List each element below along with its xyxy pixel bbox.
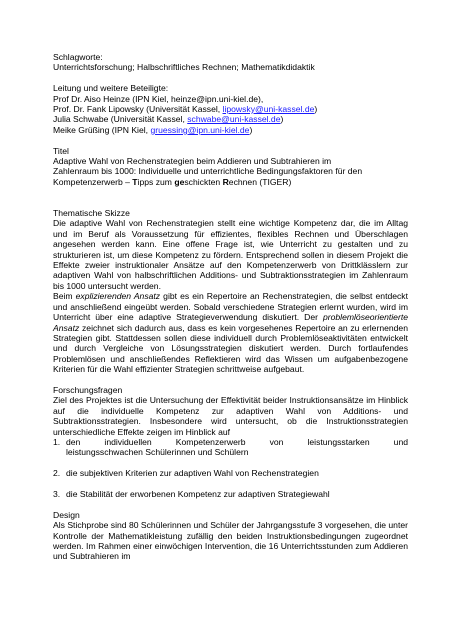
email-link-gruessing[interactable]: gruessing@ipn.uni-kiel.de	[150, 124, 250, 135]
design-text: Als Stichprobe sind 80 Schülerinnen und Schüler der Jahrgangsstufe 3 vorgesehen, die unter Kontrolle der Mathematikleistung zufällig den beiden Instruktionsbedingungen zugeordnet werden. Im Rahmen einer einwöchigen Intervention, die 16 Unterrichtsstunden zum Addieren und Subtrahieren im	[53, 520, 408, 562]
questions-heading: Forschungsfragen	[53, 384, 123, 395]
person-1: Prof Dr. Aiso Heinze (IPN Kiel, heinze@ipn.uni-kiel.de),	[53, 93, 264, 104]
person-4: Meike Grüßing (IPN Kiel, gruessing@ipn.uni-kiel.de)	[53, 124, 253, 135]
sketch-paragraph-1: Die adaptive Wahl von Rechenstrategien stellt eine wichtige Kompetenz dar, die im Alltag und im Beruf als Voraussetzung für effizientes, flexibles Rechnen und Überschlagen angesehen werden kann. Eine offene Frage ist, wie Unterricht zu gestalten und zu strukturieren ist, um diese Kompetenz zu fördern. Entsprechend sollen in diesem Projekt die Effekte zweier instruktionaler Ansätze auf den Kompetenzerwerb von Drittklässlern zur adaptiven Wahl von halbschriftlichen Additions- und Subtraktionsstrategien im Zahlenraum bis 1000 untersucht werden.	[53, 218, 408, 291]
title-line-1: Adaptive Wahl von Rechenstrategien beim Addieren und Subtrahieren im	[53, 156, 332, 167]
design-heading: Design	[53, 509, 80, 520]
title-line-3: Kompetenzerwerb – Tipps zum geschickten Rechnen (TIGER)	[53, 176, 292, 187]
email-link-lipowsky[interactable]: lipowsky@uni-kassel.de	[222, 104, 315, 115]
keywords-heading: Schlagworte:	[53, 52, 103, 62]
sketch-heading: Thematische Skizze	[53, 208, 130, 219]
sketch-paragraph-2: Beim explizierenden Ansatz gibt es ein Repertoire an Rechenstrategien, die selbst entdeckt und anschließend eingeübt werden. Sobald verschiedene Strategien erlernt wurden, wird im Unterricht über eine adaptive Strategieverwendung diskutiert. Der problemlöseorientierte Ansatz zeichnet sich dadurch aus, dass es kein vorgesehenes Repertoire an zu erlernenden Strategien gibt. Stattdessen sollen diese individuell durch Problemlöseaktivitäten entwickelt und durch Vergleiche von Lösungsstrategien diskutiert werden. Durch fortlaufendes Problemlösen und anschließendes Reflektieren wird das Wissen um aufgabenbezogene Kriterien für die Wahl effizienter Strategien schrittweise aufgebaut.	[53, 291, 408, 375]
question-item-2: 2. die subjektiven Kriterien zur adaptiven Wahl von Rechenstrategien	[53, 468, 319, 479]
question-item-1: 1. den individuellen Kompetenzerwerb von leistungsstarken und leistungsschwachen Schülerinnen und Schülern	[53, 436, 408, 458]
lead-heading: Leitung und weitere Beteiligte:	[53, 83, 169, 94]
title-heading: Titel	[53, 145, 69, 156]
document-page	[53, 52, 408, 562]
question-item-3: 3. die Stabilität der erworbenen Kompetenz zur adaptiven Strategiewahl	[53, 488, 330, 499]
person-2: Prof. Dr. Fank Lipowsky (Universität Kassel, lipowsky@uni-kassel.de)	[53, 104, 318, 115]
questions-intro: Ziel des Projektes ist die Untersuchung der Effektivität beider Instruktionsansätze im Hinblick auf die individuelle Kompetenz zur adaptiven Wahl von Additions- und Subtraktionsstrategien. Insbesondere wird untersucht, ob die Instruktionsstrategien unterschiedliche Effekte zeigen im Hinblick auf	[53, 395, 408, 437]
keywords-text: Unterrichtsforschung; Halbschriftliches Rechnen; Mathematikdidaktik	[53, 62, 315, 73]
email-link-schwabe[interactable]: schwabe@uni-kassel.de	[187, 114, 281, 125]
title-line-2: Zahlenraum bis 1000: Individuelle und unterrichtliche Bedingungsfaktoren für den	[53, 166, 363, 177]
person-3: Julia Schwabe (Universität Kassel, schwabe@uni-kassel.de)	[53, 114, 284, 125]
